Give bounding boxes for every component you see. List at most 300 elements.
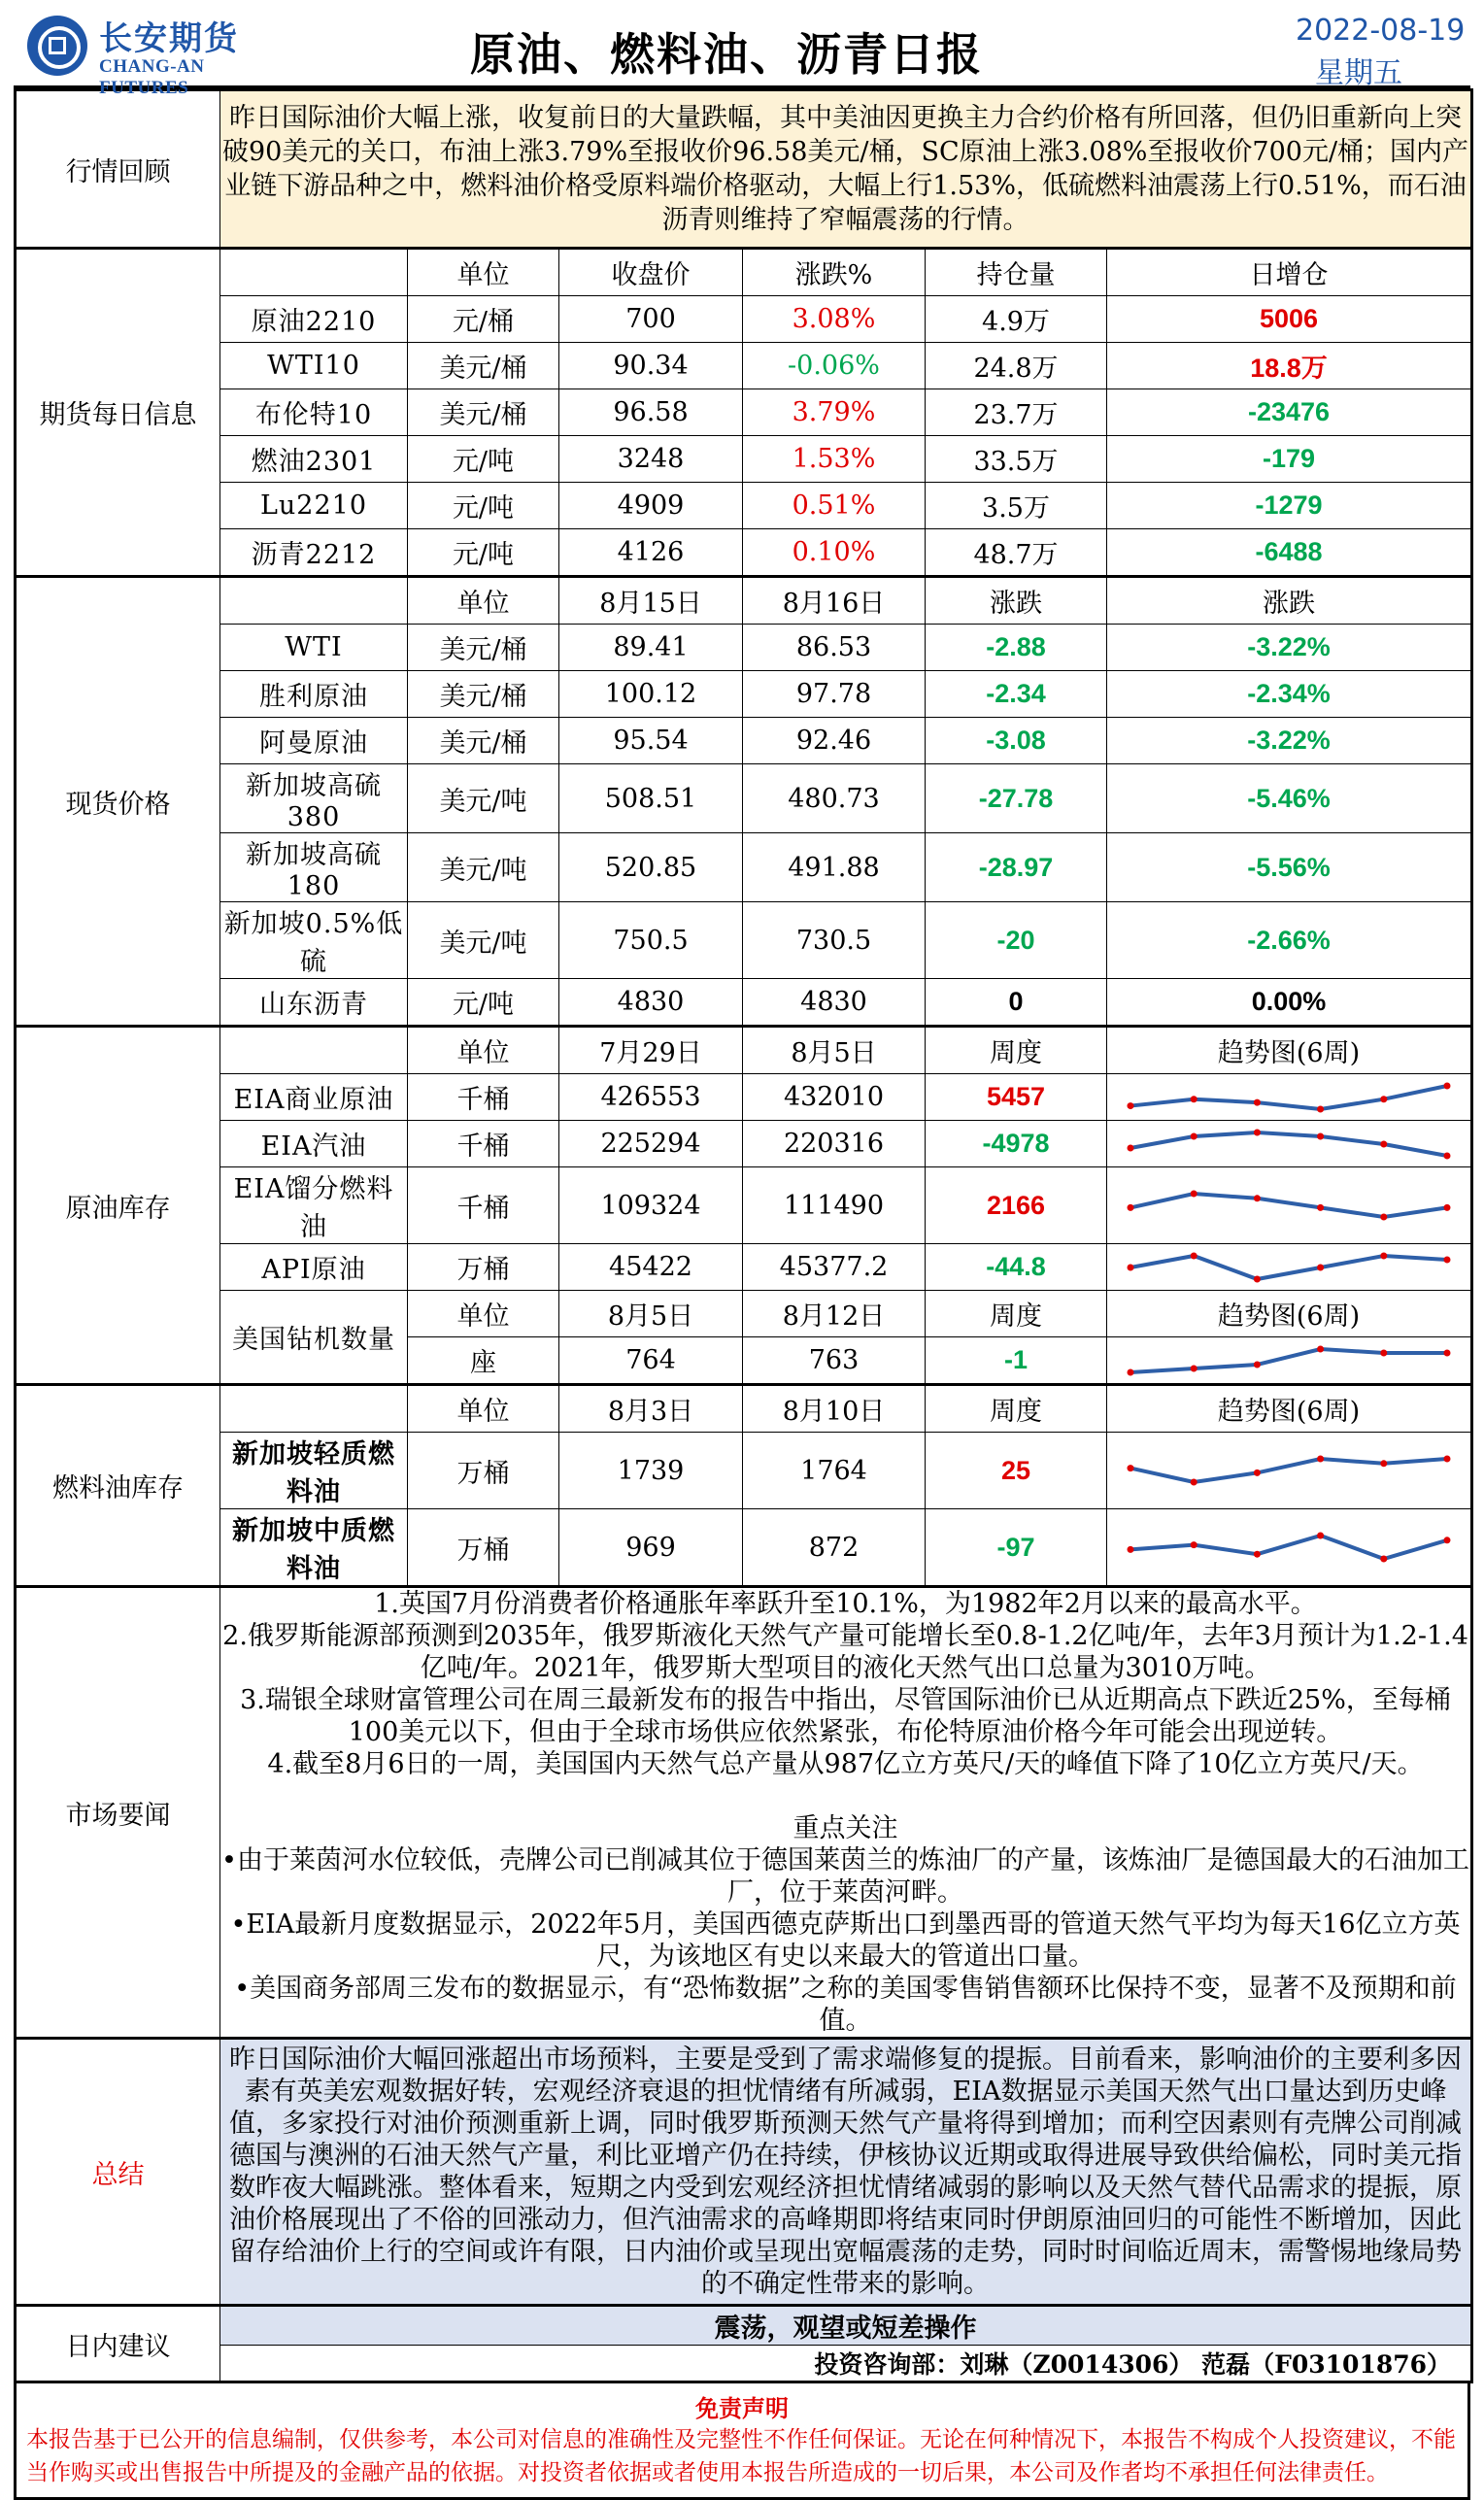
column-header: 周度 [926,1291,1107,1337]
header-cell [220,577,408,625]
unit-cell: 元/桶 [408,296,559,343]
change-pct [1107,625,1472,671]
disclaimer-text: 本报告基于已公开的信息编制，仅供参考，本公司对信息的准确性及完整性不作任何保证。无论在何种情况下，本报告不构成个人投资建议，不能当作购买或出售报告中所提及的金融产品的依据。对投资者依据或者使用本报告所造成的一切后果，本公司及作者均不承担任何法律责任。 [26,2427,1456,2485]
price-day1: 750.5 [559,902,743,979]
focus-item: •美国商务部周三发布的数据显示，有“恐怖数据”之称的美国零售销售额环比保持不变，显著不及预期和前值。 [234,1974,1457,2036]
report-page [14,8,1470,2500]
unit-cell: 美元/吨 [408,764,559,833]
value-week1: 45422 [559,1244,743,1291]
trend-point [1191,1132,1197,1139]
price-day1: 4830 [559,979,743,1027]
close-price: 96.58 [559,389,743,436]
spot-name: WTI [220,625,408,671]
change-value: 0.10% [792,537,876,567]
change-abs [926,625,1107,671]
weekly-change [926,1074,1107,1121]
change-abs [926,902,1107,979]
instrument-name: WTI10 [220,343,408,389]
trend-point [1254,1129,1261,1135]
trend-point [1380,1460,1387,1467]
column-header: 持仓量 [926,249,1107,296]
section-label: 原油库存 [16,1027,220,1385]
header-cell [220,1385,408,1433]
focus-item: •EIA最新月度数据显示，2022年5月，美国西德克萨斯出口到墨西哥的管道天然气平均为每天16亿立方英尺，为该地区有史以来最大的管道出口量。 [230,1909,1461,1972]
oi-change [1107,483,1472,529]
inventory-name: EIA汽油 [220,1121,408,1167]
trend-point [1317,1204,1324,1211]
oi-change [1107,436,1472,483]
column-header: 8月15日 [559,577,743,625]
open-interest: 23.7万 [926,389,1107,436]
unit-cell: 千桶 [408,1167,559,1244]
trend-chart [1107,1433,1472,1509]
unit-cell: 元/吨 [408,436,559,483]
section-label: 期货每日信息 [16,249,220,577]
oi-change-value: 18.8万 [1250,354,1328,383]
change-pct [1107,902,1472,979]
inventory-name: EIA商业原油 [220,1074,408,1121]
price-day1: 100.12 [559,671,743,718]
value-week1: 426553 [559,1074,743,1121]
column-header: 涨跌% [743,249,926,296]
table-row [16,625,1472,671]
trend-point [1191,1096,1197,1102]
trend-point [1317,1456,1324,1463]
disclaimer-title: 免责声明 [695,2394,789,2422]
column-header: 收盘价 [559,249,743,296]
trend-sparkline [1119,1188,1459,1223]
trend-line [1130,1349,1447,1372]
section-label: 燃料油库存 [16,1385,220,1587]
trend-point [1317,1132,1324,1139]
analyst-info: 投资咨询部：刘琳（Z0014306） 范磊（F03101876） [220,2346,1472,2382]
column-header: 日增仓 [1107,249,1472,296]
news-item: 1.英国7月份消费者价格通胀年率跃升至10.1%，为1982年2月以来的最高水平。 [374,1589,1317,1619]
trend-point [1128,1368,1134,1375]
trend-point [1128,1546,1134,1553]
table-row [16,979,1472,1027]
focus-title: 重点关注 [793,1813,898,1843]
unit-cell: 万桶 [408,1244,559,1291]
inventory-name: API原油 [220,1244,408,1291]
trend-line [1130,1132,1447,1156]
table-row [16,577,1472,625]
instrument-name: 原油2210 [220,296,408,343]
column-header: 单位 [408,577,559,625]
value-week1: 969 [559,1509,743,1587]
change-pct [1107,979,1472,1027]
change-value: -5.46% [1247,783,1331,813]
trend-point [1317,1345,1324,1352]
report-date: 2022-08-19 [1296,14,1466,48]
spot-name: 新加坡高硫180 [220,833,408,902]
change-value: -5.56% [1247,852,1331,882]
change-pct [1107,718,1472,764]
unit-cell: 美元/吨 [408,902,559,979]
close-price: 4909 [559,483,743,529]
trend-sparkline [1119,1530,1459,1565]
unit-cell: 元/吨 [408,483,559,529]
trend-point [1191,1252,1197,1259]
trend-point [1254,1551,1261,1558]
table-row [16,436,1472,483]
trend-point [1444,1349,1451,1356]
report-header [14,8,1470,98]
column-header: 周度 [926,1027,1107,1074]
change-abs [926,833,1107,902]
value-week2: 1764 [743,1433,926,1509]
section-label: 行情回顾 [16,90,220,249]
trend-point [1380,1252,1387,1259]
change-pct [1107,671,1472,718]
column-header: 8月5日 [559,1291,743,1337]
logo-chinese-name: 长安期货 [99,19,239,58]
price-day2: 86.53 [743,625,926,671]
column-header: 单位 [408,1027,559,1074]
trend-sparkline [1119,1343,1459,1378]
table-row [16,529,1472,577]
price-day2: 730.5 [743,902,926,979]
oi-change-value: -1279 [1255,490,1323,520]
change-pct [743,483,926,529]
trend-point [1380,1349,1387,1356]
news-content [220,1587,1472,2039]
column-header: 8月12日 [743,1291,926,1337]
unit-cell: 美元/桶 [408,343,559,389]
table-row [16,1074,1472,1121]
change-value: 3.79% [792,397,876,427]
inventory-name: 新加坡轻质燃料油 [220,1433,408,1509]
summary-label: 总结 [91,2159,145,2190]
trend-line [1130,1536,1447,1559]
weekly-change [926,1509,1107,1587]
table-row [16,2039,1472,2306]
trend-line [1130,1194,1447,1217]
trend-point [1444,1204,1451,1211]
trend-point [1317,1105,1324,1112]
news-item: 3.瑞银全球财富管理公司在周三最新发布的报告中指出，尽管国际油价已从近期高点下跌近25%，至每桶100美元以下，但由于全球市场供应依然紧张，布伦特原油价格今年可能会出现逆转。 [240,1685,1451,1747]
oi-change-value: 5006 [1259,304,1319,333]
column-header: 单位 [408,249,559,296]
change-abs [926,671,1107,718]
spot-name: 新加坡高硫380 [220,764,408,833]
trend-point [1380,1214,1387,1221]
change-pct [743,389,926,436]
value-week2: 763 [743,1337,926,1385]
header-cell [220,1027,408,1074]
change-value: -2.34% [1247,679,1331,708]
trend-point [1317,1533,1324,1539]
trend-point [1444,1456,1451,1463]
table-row [16,2306,1472,2346]
change-value: -3.22% [1247,726,1331,755]
instrument-name: Lu2210 [220,483,408,529]
trend-point [1191,1191,1197,1198]
trend-point [1128,1465,1134,1471]
column-header: 趋势图(6周) [1107,1385,1472,1433]
summary-text: 昨日国际油价大幅回涨超出市场预料，主要是受到了需求端修复的提振。目前看来，影响油价的主要利多因素有英美宏观数据好转，宏观经济衰退的担忧情绪有所减弱，EIA数据显示美国天然气出口量达到历史峰值，多家投行对油价预测重新上调，同时俄罗斯预测天然气产量将得到增加；而利空因素则有壳牌公司削减德国与澳洲的石油天然气产量，利比亚增产仍在持续，伊核协议近期或取得进展导致供给偏松，同时美元指数昨夜大幅跳涨。整体看来，短期之内受到宏观经济担忧情绪减弱的影响以及天然气替代品需求的提振，原油价格展现出了不俗的回涨动力，但汽油需求的高峰期即将结束同时伊朗原油回归的可能性不断增加，因此留存给油价上行的空间或许有限，日内油价或呈现出宽幅震荡的走势，同时时间临近周末，需警惕地缘局势的不确定性带来的影响。 [220,2039,1472,2306]
column-header: 7月29日 [559,1027,743,1074]
report-title: 原油、燃料油、沥青日报 [470,28,983,81]
close-price: 4126 [559,529,743,577]
change-value: 0.51% [792,490,876,521]
value-week1: 225294 [559,1121,743,1167]
trend-point [1254,1470,1261,1476]
trend-point [1254,1195,1261,1201]
instrument-name: 沥青2212 [220,529,408,577]
table-row [16,343,1472,389]
column-header: 8月16日 [743,577,926,625]
unit-cell: 美元/吨 [408,833,559,902]
logo-english-name: CHANG-AN FUTURES [99,56,205,98]
oi-change [1107,529,1472,577]
price-day1: 95.54 [559,718,743,764]
change-value: -3.08 [986,726,1046,755]
trend-chart [1107,1074,1472,1121]
value-week2: 872 [743,1509,926,1587]
trend-chart [1107,1121,1472,1167]
trend-sparkline [1119,1250,1459,1285]
value-week1: 764 [559,1337,743,1385]
column-header: 趋势图(6周) [1107,1027,1472,1074]
column-header: 8月5日 [743,1027,926,1074]
close-price: 3248 [559,436,743,483]
unit-cell: 美元/桶 [408,671,559,718]
change-value: -2.88 [986,632,1046,661]
change-value: 25 [1000,1455,1031,1485]
change-pct [743,296,926,343]
trend-point [1380,1140,1387,1147]
trend-point [1444,1082,1451,1089]
change-value: -1 [1003,1345,1028,1374]
open-interest: 33.5万 [926,436,1107,483]
open-interest: 3.5万 [926,483,1107,529]
table-row [16,1167,1472,1244]
change-value: 2166 [986,1190,1046,1220]
table-row [16,671,1472,718]
table-row [16,718,1472,764]
trend-point [1128,1264,1134,1270]
weekly-change [926,1121,1107,1167]
change-value: 5457 [986,1082,1046,1111]
column-header: 涨跌 [926,577,1107,625]
trend-point [1254,1098,1261,1105]
table-row [16,1244,1472,1291]
trend-point [1191,1365,1197,1371]
trend-point [1380,1556,1387,1563]
rig-count-name: 美国钻机数量 [220,1291,408,1385]
weekly-change [926,1433,1107,1509]
change-abs [926,979,1107,1027]
trend-line [1130,1086,1447,1109]
news-item: 2.俄罗斯能源部预测到2035年，俄罗斯液化天然气产量可能增长至0.8-1.2亿吨/年，去年3月预计为1.2-1.4亿吨/年。2021年，俄罗斯大型项目的液化天然气出口总量为3010万吨。 [222,1621,1468,1683]
change-value: -44.8 [986,1252,1046,1281]
trend-point [1254,1361,1261,1368]
oi-change [1107,296,1472,343]
unit-cell: 千桶 [408,1121,559,1167]
unit-cell: 美元/桶 [408,389,559,436]
table-row [16,90,1472,249]
change-value: 0.00% [1251,987,1327,1016]
change-value: -28.97 [978,852,1054,882]
table-row [16,249,1472,296]
section-label: 市场要闻 [16,1587,220,2039]
trend-sparkline [1119,1080,1459,1115]
unit-cell: 元/吨 [408,979,559,1027]
value-week1: 109324 [559,1167,743,1244]
price-day2: 491.88 [743,833,926,902]
table-row [16,833,1472,902]
news-item: 4.截至8月6日的一周，美国国内天然气总产量从987亿立方英尺/天的峰值下降了10亿立方英尺/天。 [267,1749,1424,1779]
trend-point [1380,1096,1387,1102]
price-day2: 97.78 [743,671,926,718]
change-pct [743,343,926,389]
trend-chart [1107,1509,1472,1587]
price-day2: 4830 [743,979,926,1027]
table-row [16,389,1472,436]
weekly-change [926,1244,1107,1291]
trend-point [1191,1479,1197,1486]
trend-point [1254,1275,1261,1282]
change-value: -27.78 [978,783,1054,813]
table-row [16,1385,1472,1433]
weekly-change [926,1337,1107,1385]
trend-point [1317,1264,1324,1270]
focus-item: •由于莱茵河水位较低，壳牌公司已削减其位于德国莱茵兰的炼油厂的产量，该炼油厂是德国最大的石油加工厂，位于莱茵河畔。 [221,1845,1469,1908]
open-interest: 4.9万 [926,296,1107,343]
open-interest: 24.8万 [926,343,1107,389]
price-day2: 480.73 [743,764,926,833]
open-interest: 48.7万 [926,529,1107,577]
unit-cell: 美元/桶 [408,625,559,671]
section-label: 现货价格 [16,577,220,1027]
price-day2: 92.46 [743,718,926,764]
oi-change-value: -23476 [1247,397,1331,426]
change-value: -4978 [982,1129,1050,1158]
change-value: -2.66% [1247,925,1331,955]
close-price: 90.34 [559,343,743,389]
value-week2: 45377.2 [743,1244,926,1291]
change-value: -3.22% [1247,632,1331,661]
section-label [16,2039,220,2306]
trend-point [1444,1537,1451,1543]
table-row [16,1027,1472,1074]
column-header: 单位 [408,1385,559,1433]
column-header: 8月3日 [559,1385,743,1433]
change-value: -2.34 [986,679,1046,708]
instrument-name: 布伦特10 [220,389,408,436]
trend-chart [1107,1167,1472,1244]
column-header: 单位 [408,1291,559,1337]
disclaimer [14,2383,1470,2500]
table-row [16,902,1472,979]
section-label: 日内建议 [16,2306,220,2382]
table-row [16,1509,1472,1587]
value-week1: 1739 [559,1433,743,1509]
trend-point [1128,1144,1134,1151]
change-value: 3.08% [792,304,876,334]
logo-emblem-icon [27,16,87,76]
change-value: 1.53% [792,444,876,474]
change-pct [743,436,926,483]
close-price: 700 [559,296,743,343]
unit-cell: 元/吨 [408,529,559,577]
company-logo [27,12,289,98]
change-pct [1107,833,1472,902]
table-row [16,296,1472,343]
instrument-name: 燃油2301 [220,436,408,483]
trend-sparkline [1119,1127,1459,1162]
price-day1: 89.41 [559,625,743,671]
inventory-name: 新加坡中质燃料油 [220,1509,408,1587]
report-weekday: 星期五 [1315,56,1402,90]
trend-line [1130,1256,1447,1279]
table-row [16,1291,1472,1337]
spot-name: 胜利原油 [220,671,408,718]
price-day1: 520.85 [559,833,743,902]
price-day1: 508.51 [559,764,743,833]
unit-cell: 千桶 [408,1074,559,1121]
unit-cell: 美元/桶 [408,718,559,764]
advice-text: 震荡，观望或短差操作 [220,2306,1472,2346]
unit-cell: 万桶 [408,1433,559,1509]
change-value: 0 [1008,987,1024,1016]
change-pct [1107,764,1472,833]
table-row [16,1433,1472,1509]
trend-point [1128,1102,1134,1109]
column-header: 周度 [926,1385,1107,1433]
header-cell [220,249,408,296]
change-value: -0.06% [788,351,880,381]
trend-point [1444,1256,1451,1263]
change-pct [743,529,926,577]
spot-name: 新加坡0.5%低硫 [220,902,408,979]
oi-change [1107,389,1472,436]
column-header: 趋势图(6周) [1107,1291,1472,1337]
unit-cell: 座 [408,1337,559,1385]
oi-change-value: -179 [1262,444,1316,473]
change-abs [926,718,1107,764]
table-row [16,1587,1472,2039]
trend-point [1444,1152,1451,1159]
oi-change [1107,343,1472,389]
table-row [16,483,1472,529]
value-week2: 220316 [743,1121,926,1167]
value-week2: 111490 [743,1167,926,1244]
change-abs [926,764,1107,833]
value-week2: 432010 [743,1074,926,1121]
table-row [16,1121,1472,1167]
change-value: -20 [996,925,1035,955]
weekly-change [926,1167,1107,1244]
report-table [14,88,1473,2383]
trend-line [1130,1459,1447,1482]
column-header: 涨跌 [1107,577,1472,625]
inventory-name: EIA馏分燃料油 [220,1167,408,1244]
trend-chart [1107,1337,1472,1385]
table-row [16,2346,1472,2382]
trend-point [1128,1204,1134,1211]
unit-cell: 万桶 [408,1509,559,1587]
oi-change-value: -6488 [1255,537,1323,566]
review-text: 昨日国际油价大幅上涨，收复前日的大量跌幅，其中美油因更换主力合约价格有所回落，但仍旧重新向上突破90美元的关口，布油上涨3.79%至报收价96.58美元/桶，SC原油上涨3.08%至报收价700元/桶；国内产业链下游品种之中，燃料油价格受原料端价格驱动，大幅上行1.53%，低硫燃料油震荡上行0.51%，而石油沥青则维持了窄幅震荡的行情。 [220,90,1472,249]
spot-name: 阿曼原油 [220,718,408,764]
trend-chart [1107,1244,1472,1291]
table-row [16,764,1472,833]
trend-sparkline [1119,1453,1459,1488]
spot-name: 山东沥青 [220,979,408,1027]
column-header: 8月10日 [743,1385,926,1433]
